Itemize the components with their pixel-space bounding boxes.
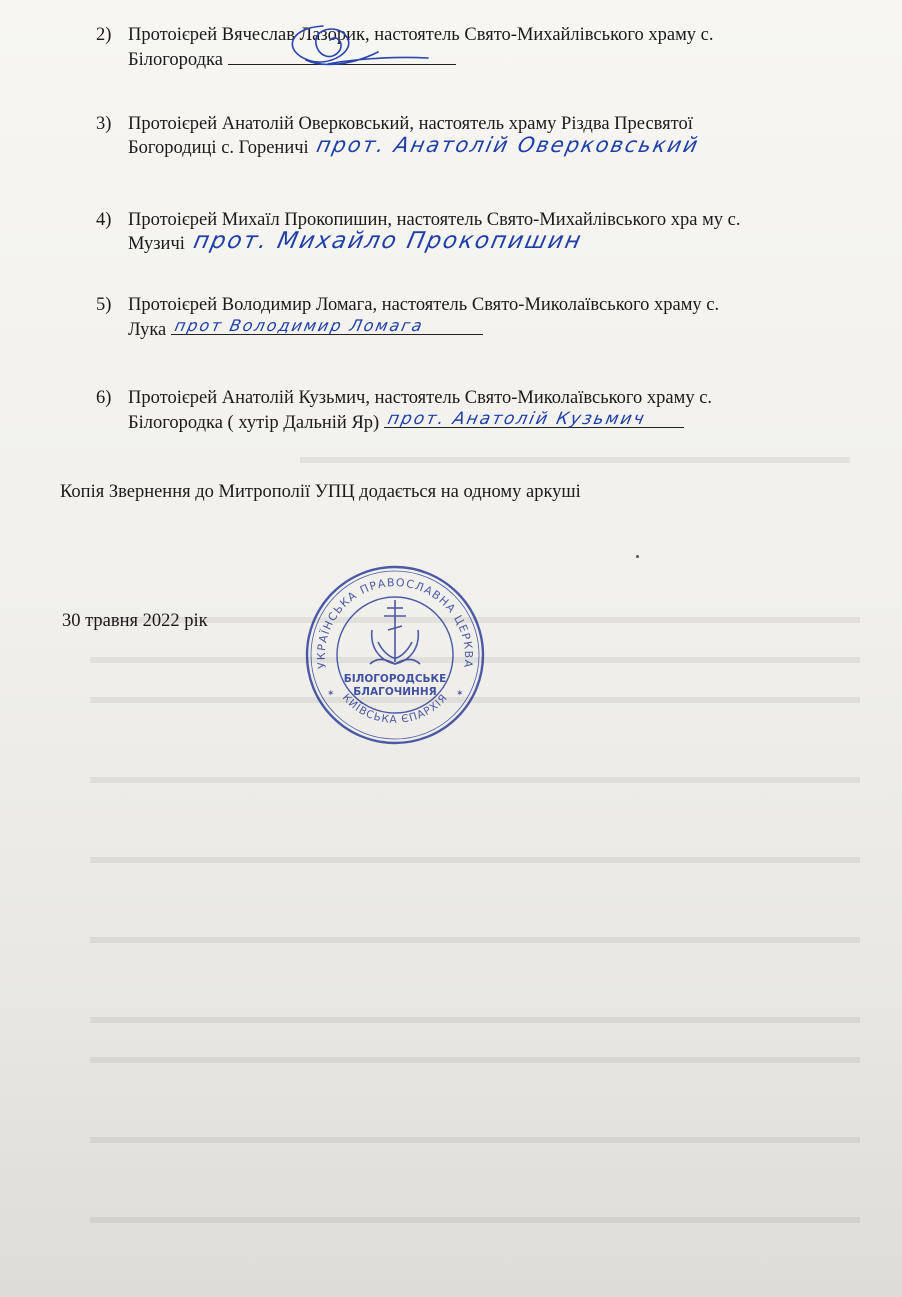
entry-line1: Протоієрей Вячеслав Лазорик, настоятель Свято-Михайлівського храму с. — [128, 25, 714, 45]
entry-location: Музичі — [128, 234, 185, 254]
signature-line — [384, 409, 684, 428]
entry-line2 — [128, 46, 858, 71]
entry-line2 — [128, 409, 858, 434]
entry-line1: Протоієрей Анатолій Кузьмич, настоятель Свято-Миколаївського храму с. — [128, 388, 713, 408]
entry-line1: Протоієрей Володимир Ломага, настоятель Свято-Миколаївського храму с. — [128, 295, 720, 315]
official-seal-icon — [300, 560, 490, 750]
entry-text — [128, 113, 858, 159]
seal-bottom-text: КИЇВСЬКА ЄПАРХІЯ — [339, 691, 451, 726]
entry-line2 — [128, 135, 858, 159]
entry-line1: Протоієрей Анатолій Оверковський, настоятель храму Різдва Пресвятої — [128, 114, 693, 134]
entry-line2 — [128, 228, 858, 255]
entry-number: 5) — [96, 295, 112, 315]
handwritten-signature: прот. Анатолій Кузьмич — [385, 409, 648, 429]
handwritten-signature-icon — [228, 0, 456, 66]
entry-line2 — [128, 316, 858, 341]
entry-line1: Протоієрей Михаїл Прокопишин, настоятель Свято-Михайлівського хра му с. — [128, 210, 741, 230]
signature-line — [313, 133, 773, 157]
signature-line — [171, 316, 483, 335]
copy-note: Копія Звернення до Митрополії УПЦ додається на одному аркуші — [60, 482, 581, 502]
entry-location: Лука — [128, 320, 167, 340]
entry-text — [128, 294, 858, 341]
seal-center-line1: БІЛОГОРОДСЬКЕ — [343, 673, 447, 685]
handwritten-signature: прот. Михайло Прокопишин — [190, 228, 585, 254]
svg-text:✶: ✶ — [327, 689, 335, 699]
svg-text:✶: ✶ — [456, 689, 464, 699]
entry-text — [128, 209, 858, 255]
entry-text — [128, 24, 858, 71]
entry-text — [128, 387, 858, 434]
ink-speck — [636, 555, 639, 558]
entry-location: Білогородка ( хутір Дальній Яр) — [128, 413, 380, 433]
seal-center-line2: БЛАГОЧИННЯ — [353, 686, 437, 698]
signature-line — [190, 228, 600, 254]
entry-location: Білогородка — [128, 50, 223, 70]
signature-line — [228, 46, 456, 65]
entry-number: 2) — [96, 25, 112, 45]
cross-emblem-icon — [370, 600, 420, 664]
entry-number: 6) — [96, 388, 112, 408]
entry-number: 3) — [96, 114, 112, 134]
seal-outer-text: УКРАЇНСЬКА ПРАВОСЛАВНА ЦЕРКВА — [314, 576, 476, 670]
document-date: 30 травня 2022 рік — [62, 611, 208, 631]
handwritten-signature: прот Володимир Ломага — [172, 316, 426, 335]
entry-location: Богородиці с. Гореничі — [128, 138, 309, 158]
entry-number: 4) — [96, 210, 112, 230]
handwritten-signature: прот. Анатолій Оверковський — [314, 133, 702, 157]
